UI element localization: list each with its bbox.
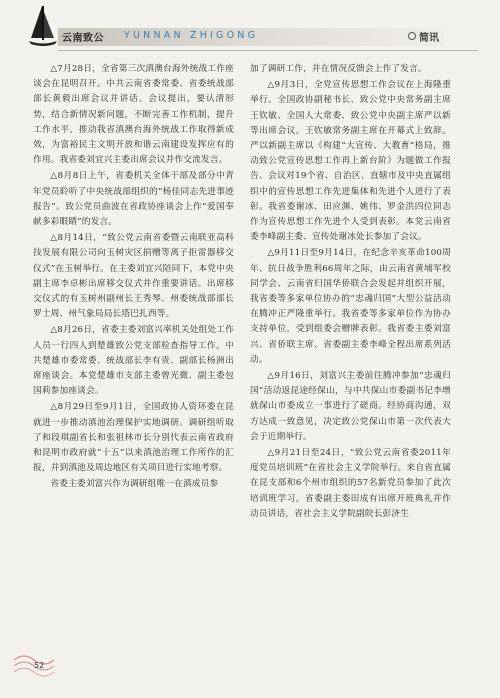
magazine-title-en: YUNNAN ZHIGONG bbox=[124, 30, 259, 41]
news-paragraph: 省委主委刘富兴作为调研组唯一在滇成员参 bbox=[50, 479, 219, 490]
section-label bbox=[408, 29, 439, 44]
news-paragraph: △9月16日，刘富兴主委前往腾冲参加“忠魂归国”活动返昆途经保山，与中共保山市委副书记李增就保山市委成立一事进行了磋商。经协商沟通，双方达成一致意见，决定致公党保山市第一次代表大会于近期举行。 bbox=[250, 371, 451, 442]
news-paragraph: △8月8日上午，省委机关全体干部及部分中青年党员聆听了中央统战部组织的“杨佳同志先进事迹报告”。致公党员曲波在省政协座谈会上作“爱国奉献多彩眼睛”的发言。 bbox=[33, 171, 234, 228]
sailboat-logo-icon bbox=[28, 4, 58, 48]
section-label-text: 简讯 bbox=[419, 33, 439, 44]
page-number: 52 bbox=[34, 661, 45, 670]
header-divider bbox=[58, 50, 478, 51]
magazine-title-cn: 云南致公 bbox=[62, 33, 104, 44]
news-paragraph-continued: 加了调研工作，并在情况反馈会上作了发言。 bbox=[250, 64, 427, 74]
news-paragraph: △9月3日，全党宣传思想工作会议在上海隆重举行。全国政协副秘书长、致公党中央常务副主席王钦敏、全国人大常委、致公党中央副主席严以新等出席会议。王钦敏常务副主席在开幕式上致辞。严以新副主席以《构建“大宣传、大教育”格局，推动致公党宣传思想工作再上新台阶》为题做工作报告。会议对19个省、自治区、直辖市及中央直属组织中的宣传思想工作先进集体和先进个人进行了表彰。我省委谢冰、田应渊、姚伟、罗金洪四位同志作为宣传思想工作先进个人受到表彰。本党云南省委李峰副主委、宣传处谢冰处长参加了会议。 bbox=[250, 80, 451, 243]
news-paragraph: △8月26日，省委主委刘富兴率机关处组处工作人员一行四人到楚雄致公党支部检查指导工作。中共楚雄市委常委、统战部长李有贵、副部长杨洲出席座谈会。本党楚雄市支部主委曾光微、副主委包国莉参加座谈会。 bbox=[33, 325, 234, 397]
news-paragraph: △8月14日，“致公党云南省委暨云南联亚高科技发展有限公司向玉树灾区捐赠等离子拒雷器移交仪式”在玉树举行。在主委刘宜兴陪同下，本党中央副主席李卓彬出席移交仪式并作重要讲话。出席移交仪式的有玉树州副州长王秀琴、州委统战部部长罗士周、州气象局局长塔巴扎西等。 bbox=[33, 233, 234, 320]
news-paragraph: △7月28日，全省第三次滇澳台海外统战工作座谈会在昆明召开。中共云南省委常委、省委统战部部长黄毅出席会议并讲话。会议提出，要认清形势，结合新情况新问题，不断完善工作机制，提升工作水平，推动我省滇澳台海外统战工作取得新成效，为富裕民主文明开放和谐云南建设发挥应有的作用。我省委刘宜兴主委出席会议并作交流发言。 bbox=[33, 64, 234, 166]
news-paragraph: △8月29日至9月1日，全国政协人资环委在昆就进一步推动滇池治理保护实地调研。调研组听取了和段琪副省长和张祖林市长分别代表云南省政府和昆明市政府就“十五”以来滇池治理工作所作的汇报，并到滇池及周边地区有关项目进行实地考察。 bbox=[33, 402, 234, 474]
footer-wave-ornament-icon bbox=[12, 650, 102, 680]
page-header bbox=[0, 0, 500, 52]
left-column bbox=[33, 62, 234, 494]
section-dot-icon bbox=[408, 32, 416, 40]
news-paragraph: △9月21日至24日，“致公党云南省委2011年度党员培训班”在省社会主义学院举行。来自省直属在昆支部和6个州市组织的57名新党员参加了此次培训班学习。省委副主委田成有出席开班典礼并作动员讲话，省社会主义学院副院长彭济生 bbox=[250, 448, 451, 519]
news-paragraph: △9月11日至9月14日，在纪念辛亥革命100周年、抗日战争胜利66周年之际，由云南省黄埔军校同学会、云南省归国华侨联合会发起并组织开展，我省委等多家单位协办的“忠魂归国”大型公益活动在腾冲正严隆重举行。我省委等多家单位作为协办支持单位，受到组委会赠牌表彰。我省委主委刘富兴、省侨联主席、省委副主委李峰全程出席系列活动。 bbox=[250, 248, 451, 365]
right-column bbox=[250, 62, 451, 523]
